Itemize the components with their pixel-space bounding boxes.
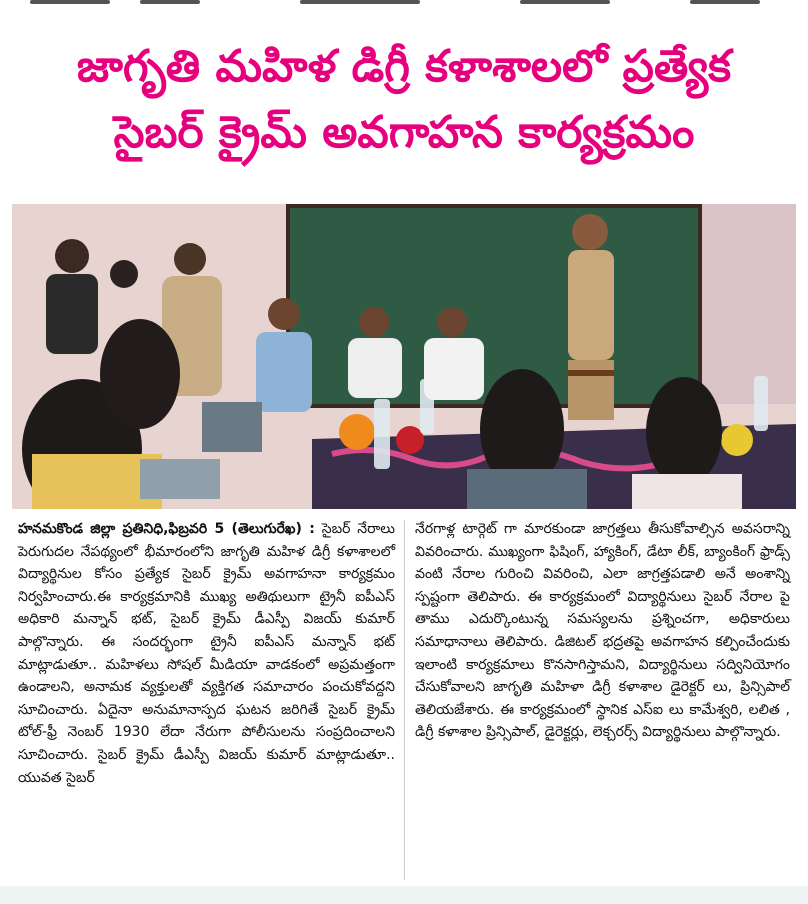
article-column-left xyxy=(18,518,395,789)
headline xyxy=(0,34,808,166)
dateline: హనమకొండ జిల్లా ప్రతినిధి,ఫిబ్రవరి 5 (తెలుగురేఖ) : xyxy=(18,521,315,537)
article-column-right xyxy=(415,518,790,744)
bottom-band xyxy=(0,886,808,904)
headline-line-2: సైబర్ క్రైమ్ అవగాహన కార్యక్రమం xyxy=(113,107,695,158)
news-photo xyxy=(12,204,796,509)
article-body-left: సైబర్ నేరాలు పెరుగుదల నేపథ్యంలో భీమారంలోని జాగృతి మహిళ డిగ్రీ కళాశాలలో విద్యార్థినుల కోసం ప్రత్యేక సైబర్ క్రైమ్ అవగాహనా కార్యక్రమం నిర్వహించారు.ఈ కార్యక్రమానికి ముఖ్య అతిథులుగా ట్రైనీ ఐపీఎస్ అధికారి మన్నాన్ భట్, సైబర్ క్రైమ్ డీఎస్పీ విజయ్ కుమార్ పాల్గొన్నారు. ఈ సందర్భంగా ట్రైనీ ఐపీఎస్ మన్నాన్ భట్ మాట్లాడుతూ.. మహిళలు సోషల్ మీడియా వాడకంలో అప్రమత్తంగా ఉండాలని, అనామక వ్యక్తులతో వ్యక్తిగత సమాచారం పంచుకోవద్దని సూచించారు. ఏదైనా అనుమానాస్పద ఘటన జరిగితే సైబర్ క్రైమ్ టోల్-ఫ్రీ నెంబర్ 1930 లేదా నేరుగా పోలీసులను సంప్రదించాలని సూచించారు. సైబర్ క్రైమ్ డీఎస్పీ విజయ్ కుమార్ మాట్లాడుతూ.. యువత సైబర్ xyxy=(18,521,396,786)
column-divider xyxy=(404,520,405,880)
headline-line-1: జాగృతి మహిళ డిగ్రీ కళాశాలలో ప్రత్యేక xyxy=(76,41,732,92)
top-cropped-strip xyxy=(0,0,808,8)
article-body-right: నేరగాళ్ల టార్గెట్ గా మారకుండా జాగ్రత్తలు తీసుకోవాల్సిన అవసరాన్ని వివరించారు. ముఖ్యంగా ఫిషింగ్, హ్యాకింగ్, డేటా లీక్, బ్యాంకింగ్ ఫ్రాడ్స్ వంటి నేరాల గురించి వివరించి, ఎలా జాగ్రత్తపడాలి అనే అంశాన్ని స్పష్టంగా తెలిపారు. ఈ కార్యక్రమంలో విద్యార్థినులు సైబర్ నేరాల పై తాము ఎదుర్కొంటున్న సమస్యలను ప్రశ్నించగా, అధికారులు సమాధానాలు తెలిపారు. డిజిటల్ భద్రతపై అవగాహన కల్పించేందుకు ఇలాంటి కార్యక్రమాలు కొనసాగిస్తామని, విద్యార్థినులు సద్వినియోగం చేసుకోవాలని జాగృతి మహిళా డిగ్రీ కళాశాల డైరెక్టర్ లు, ప్రిన్సిపాల్ తెలియజేశారు. ఈ కార్యక్రమంలో స్థానిక ఎస్ఐ లు కామేశ్వరి, లలిత , డిగ్రీ కళాశాల ప్రిన్సిపాల్, డైరెక్టర్లు, లెక్చరర్స్ విద్యార్థినులు పాల్గొన్నారు. xyxy=(415,521,790,741)
